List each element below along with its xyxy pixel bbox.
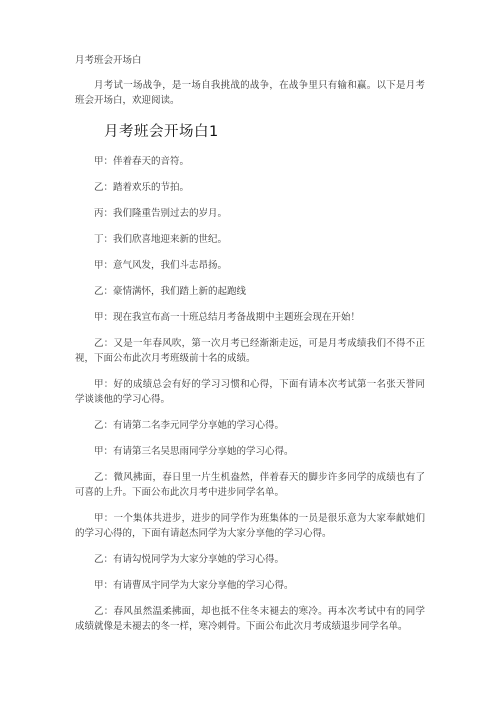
dialogue-line: 乙：又是一年春风吹，第一次月考已经渐渐走远，可是月考成绩我们不得不正视，下面公布此次月考班级前十名的成绩。	[75, 338, 425, 364]
dialogue-line: 乙：有请勾悦同学为大家分享她的学习心得。	[94, 554, 285, 565]
dialogue-line: 乙：春风虽然温柔拂面，却也抵不住冬末褪去的寒冷。再本次考试中有的同学成绩就像是未褪去的冬一样，寒冷刺骨。下面公布此次月考成绩退步同学名单。	[75, 606, 425, 632]
dialogue-line: 乙：有请第二名李元同学分享她的学习心得。	[94, 420, 285, 431]
dialogue-line: 甲：好的成绩总会有好的学习习惯和心得，下面有请本次考试第一名张天誉同学谈谈他的学习心得。	[75, 379, 425, 405]
section-heading: 月考班会开场白1	[104, 124, 219, 140]
dialogue-line: 甲：有请曹凤宇同学为大家分享他的学习心得。	[94, 580, 294, 591]
document-page	[75, 54, 425, 645]
dialogue-line: 乙：踏着欢乐的节拍。	[94, 182, 190, 193]
dialogue-line: 丁：我们欣喜地迎来新的世纪。	[94, 234, 228, 245]
dialogue-line: 乙：豪情满怀，我们踏上新的起跑线	[94, 286, 247, 297]
document-title: 月考班会开场白	[75, 55, 142, 66]
intro-paragraph: 月考试一场战争，是一场自我挑战的战争，在战争里只有输和赢。以下是月考班会开场白，欢迎阅读。	[75, 80, 425, 106]
dialogue-line: 甲：有请第三名吴思雨同学分享她的学习心得。	[94, 446, 294, 457]
dialogue-line: 甲：伴着春天的音符。	[94, 156, 190, 167]
dialogue-line: 甲：意气风发，我们斗志昂扬。	[94, 260, 228, 271]
dialogue-line: 甲：一个集体共进步，进步的同学作为班集体的一员是很乐意为大家奉献她们的学习心得的，下面有请赵杰同学为大家分享他的学习心得。	[75, 513, 425, 539]
dialogue-line: 丙：我们隆重告别过去的岁月。	[94, 208, 228, 219]
dialogue-line: 甲：现在我宣布高一十班总结月考备战期中主题班会现在开始！	[94, 312, 361, 323]
dialogue-line: 乙：微风拂面，春日里一片生机盎然，伴着春天的脚步许多同学的成绩也有了可喜的上升。下面公布此次月考中进步同学名单。	[75, 472, 425, 498]
